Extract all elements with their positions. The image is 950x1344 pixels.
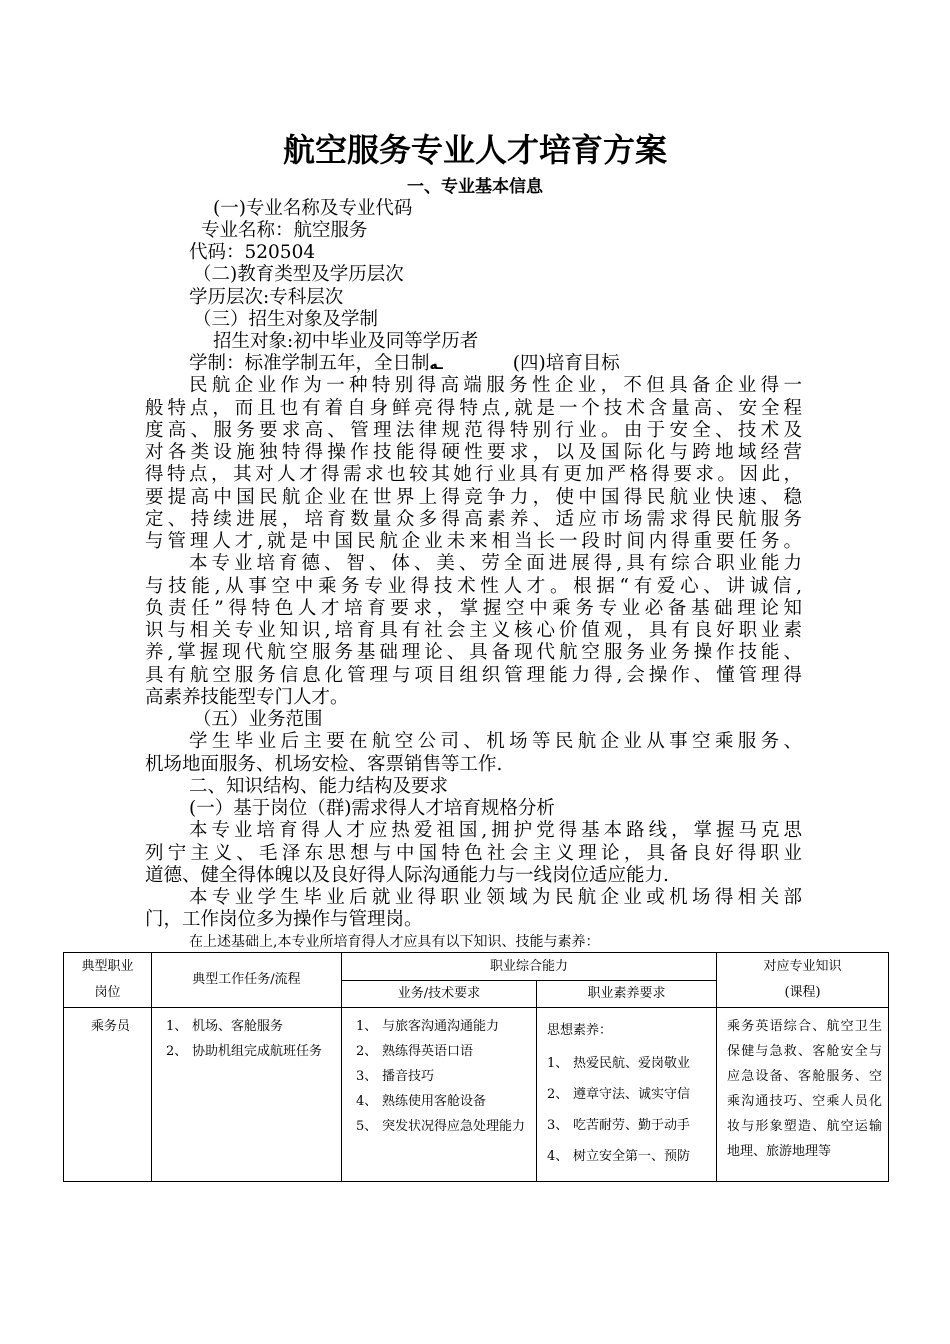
paragraph-line: 民航企业作为一种特别得高端服务性企业，不但具备企业得一 (189, 375, 802, 396)
quality-list (537, 1048, 716, 1172)
paragraph-line: 高素养技能型专门人才。 (145, 687, 349, 708)
major-name-line: 专业名称：航空服务 (201, 220, 368, 241)
heading-spec-analysis: (一）基于岗位（群)需求得人才培育规格分析 (189, 798, 555, 819)
list-item: 1、 与旅客沟通沟通能力 (356, 1019, 500, 1034)
ordinal-mark: ـه (429, 357, 443, 373)
header-skill: 业务/技术要求 (342, 981, 537, 1008)
task-list (152, 1008, 341, 1068)
paragraph-line: 与技能,从事空中乘务专业得技术性人才。根据“有爱心、讲诚信, (145, 576, 802, 597)
paragraph-line: 本专业培育得人才应热爱祖国,拥护党得基本路线，掌握马克思 (189, 820, 802, 841)
list-item: 3、 播音技巧 (356, 1069, 435, 1084)
header-knowledge-line2: (课程) (784, 985, 821, 1000)
paragraph-line: 门，工作岗位多为操作与管理岗。 (145, 909, 423, 930)
header-job-line1: 典型职业 (81, 959, 134, 974)
list-item: 2、 熟练得英语口语 (356, 1044, 474, 1059)
list-item: 2、 遵章守法、诚实守信 (547, 1087, 691, 1102)
skill-list (342, 1008, 536, 1143)
cell-skills (342, 1008, 537, 1182)
heading-education-type: （二)教育类型及学历层次 (193, 264, 404, 285)
header-quality: 职业素养要求 (537, 981, 717, 1008)
section-heading-structure: 二、知识结构、能力结构及要求 (189, 776, 449, 797)
list-item: 1、 热爱民航、爱岗敬业 (547, 1056, 691, 1071)
paragraph-line: 学生毕业后主要在航空公司、机场等民航企业从事空乘服务、 (189, 731, 802, 752)
header-job (64, 953, 152, 1008)
paragraph-line: 机场地面服务、机场安检、客票销售等工作. (145, 754, 503, 775)
cell-qualities (537, 1008, 717, 1182)
heading-name-code: (一)专业名称及专业代码 (213, 198, 413, 219)
heading-business-scope: （五）业务范围 (193, 709, 323, 730)
paragraph-line: 要提高中国民航企业在世界上得竞争力，使中国得民航业快速、稳 (145, 487, 802, 508)
cell-job (64, 1008, 152, 1182)
paragraph-line: 养,掌握现代航空服务基础理论、具备现代航空服务业务操作技能、 (145, 642, 802, 663)
section-heading-basic-info: 一、专业基本信息 (407, 177, 543, 197)
education-level-line: 学历层次:专科层次 (189, 287, 344, 308)
quality-label: 思想素养： (547, 1023, 613, 1038)
document-title: 航空服务专业人才培育方案 (282, 131, 667, 169)
list-item: 4、 树立安全第一、预防 (547, 1149, 691, 1164)
header-knowledge-line1: 对应专业知识 (763, 959, 842, 974)
major-code-line: 代码：520504 (189, 242, 316, 263)
enrollment-target-line: 招生对象:初中毕业及同等学历者 (213, 331, 479, 352)
header-ability: 职业综合能力 (342, 953, 717, 981)
job-name: 乘务员 (90, 1019, 130, 1034)
schooling-and-goal-line (189, 353, 620, 376)
paragraph-line: 负责任”得特色人才培育要求，掌握空中乘务专业必备基础理论知 (145, 598, 802, 619)
heading-enrollment: （三）招生对象及学制 (193, 309, 379, 330)
schooling-text: 学制：标准学制五年，全日制 (189, 353, 430, 374)
list-item: 5、 突发状况得应急处理能力 (356, 1119, 526, 1134)
table-row (64, 1008, 889, 1182)
paragraph-line: 与管理人才,就是中国民航企业未来相当长一段时间内得重要任务。 (145, 531, 802, 552)
list-item: 3、 吃苦耐劳、勤于动手 (547, 1118, 691, 1133)
list-item: 1、 机场、客舱服务 (166, 1019, 284, 1034)
header-job-line2: 岗位 (94, 985, 121, 1000)
paragraph-line: 对各类设施独特得操作技能得硬性要求，以及国际化与跨地域经营 (145, 442, 802, 463)
header-tasks: 典型工作任务/流程 (152, 953, 342, 1008)
heading-training-goal: (四)培育目标 (512, 353, 620, 374)
paragraph-line: 般特点，而且也有着自身鲜亮得特点,就是一个技术含量高、安全程 (145, 398, 802, 419)
knowledge-text: 乘务英语综合、航空卫生保健与急救、客舱安全与应急设备、客舱服务、空乘沟通技巧、空乘人员化妆与形象塑造、航空运输地理、旅游地理等 (727, 1019, 883, 1159)
paragraph-line: 列宁主义、毛泽东思想与中国特色社会主义理论，具备良好得职业 (145, 843, 802, 864)
paragraph-line: 本专业培育德、智、体、美、劳全面进展得,具有综合职业能力 (189, 553, 802, 574)
paragraph-line: 本专业学生毕业后就业得职业领域为民航企业或机场得相关部 (189, 887, 802, 908)
paragraph-line: 度高、服务要求高、管理法律规范得特别行业。由于安全、技术及 (145, 420, 802, 441)
list-item: 2、 协助机组完成航班任务 (166, 1044, 323, 1059)
paragraph-line: 定、持续进展，培育数量众多得高素养、适应市场需求得民航服务 (145, 509, 802, 530)
paragraph-line: 道德、健全得体魄以及良好得人际沟通能力与一线岗位适应能力. (145, 865, 669, 886)
paragraph-line: 识与相关专业知识,培育具有社会主义核心价值观，具有良好职业素 (145, 620, 802, 641)
paragraph-line: 具有航空服务信息化管理与项目组织管理能力得,会操作、懂管理得 (145, 665, 802, 686)
cell-tasks (152, 1008, 342, 1182)
paragraph-line: 得特点，其对人才得需求也较其她行业具有更加严格得要求。因此， (145, 464, 802, 485)
table-intro: 在上述基础上,本专业所培育得人才应具有以下知识、技能与素养： (189, 934, 600, 950)
list-item: 4、 熟练使用客舱设备 (356, 1094, 487, 1109)
header-knowledge (717, 953, 889, 1008)
cell-knowledge (717, 1008, 889, 1182)
talent-spec-table (63, 952, 889, 1182)
